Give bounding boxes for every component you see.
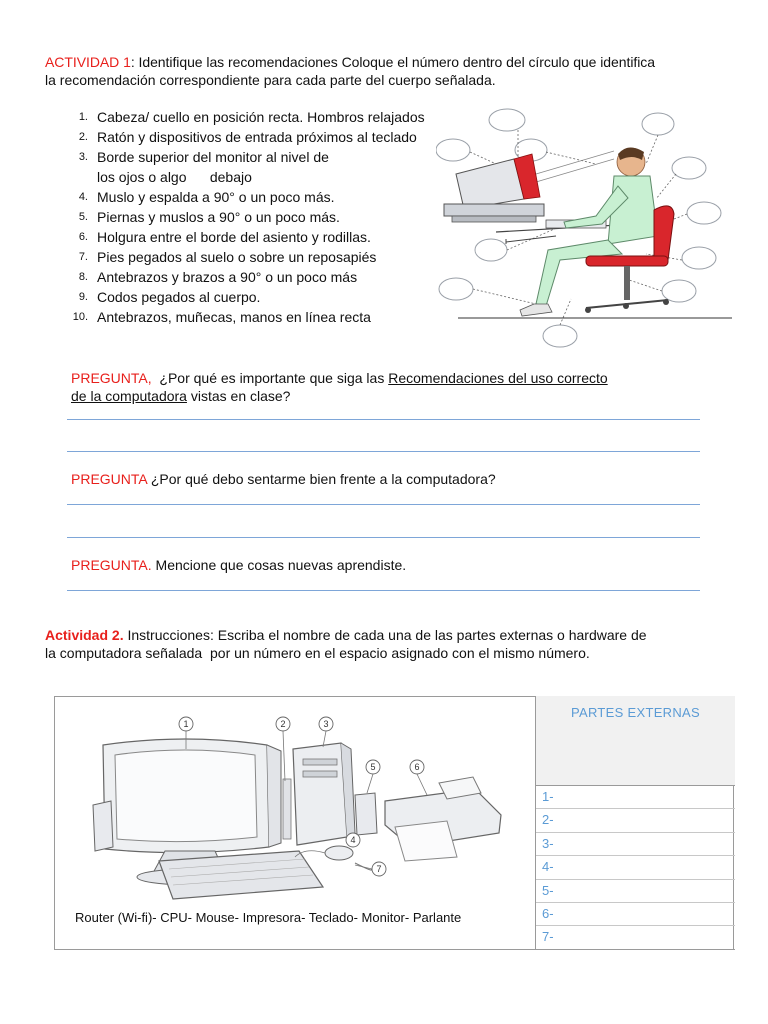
item-number: 2. (78, 131, 88, 143)
parts-table-row[interactable]: 4- (536, 856, 735, 879)
item-number: 1. (78, 111, 88, 123)
question3-label: PREGUNTA. (71, 557, 152, 573)
activity1-label: ACTIVIDAD 1 (45, 54, 131, 70)
question2-text: ¿Por qué debo sentarme bien frente a la computadora? (146, 471, 496, 487)
item-number: 9. (78, 291, 88, 303)
parts-table-row[interactable]: 5- (536, 880, 735, 903)
answer-circle[interactable] (662, 280, 696, 302)
item-text: Borde superior del monitor al nivel de (97, 149, 329, 165)
word-bank: Router (Wi-fi)- CPU- Mouse- Impresora- Teclado- Monitor- Parlante (75, 910, 462, 925)
question1-text: ¿Por qué es importante que siga las (151, 370, 389, 386)
callout-2: 2 (280, 719, 286, 729)
parts-table-row[interactable]: 2- (536, 809, 735, 832)
question1-text-end: vistas en clase? (186, 388, 291, 404)
item-text-continued: los ojos o algo debajo (97, 169, 252, 185)
recommendation-item (72, 307, 442, 327)
callout-1: 1 (183, 719, 189, 729)
item-number: 8. (78, 271, 88, 283)
question3-text: Mencione que cosas nuevas aprendiste. (151, 557, 407, 573)
recommendation-item (72, 207, 442, 227)
callout-3: 3 (323, 719, 329, 729)
callout-6: 6 (414, 762, 420, 772)
item-number: 5. (78, 211, 88, 223)
answer-circle[interactable] (687, 202, 721, 224)
item-number: 10. (72, 311, 88, 323)
hardware-exercise-box (54, 696, 734, 950)
parts-table (535, 696, 735, 950)
parts-table-row[interactable]: 1- (536, 786, 735, 809)
question2 (71, 470, 496, 488)
answer-circle[interactable] (475, 239, 507, 261)
item-text: Antebrazos y brazos a 90° o un poco más (97, 269, 358, 285)
question1-label: PREGUNTA, (71, 370, 152, 386)
recommendation-item (72, 247, 442, 267)
answer-line[interactable] (67, 451, 700, 452)
answer-line[interactable] (67, 590, 700, 591)
question1 (71, 369, 691, 405)
item-text: Ratón y dispositivos de entrada próximos al teclado (97, 129, 417, 145)
callout-7: 7 (376, 864, 382, 874)
ergonomic-posture-illustration (436, 104, 732, 354)
activity1-text-line2: la recomendación correspondiente para cada parte del cuerpo señalada. (45, 72, 496, 88)
parts-table-row[interactable]: 7- (536, 926, 735, 949)
item-text: Piernas y muslos a 90° o un poco más. (97, 209, 340, 225)
answer-circle[interactable] (436, 139, 470, 161)
item-number: 3. (78, 151, 88, 163)
answer-line[interactable] (67, 419, 700, 420)
activity2-text-line2: la computadora señalada por un número en el espacio asignado con el mismo número. (45, 645, 590, 661)
answer-circle[interactable] (642, 113, 674, 135)
item-text: Cabeza/ cuello en posición recta. Hombros relajados (97, 109, 425, 125)
recommendation-item (72, 187, 442, 207)
parts-table-header: PARTES EXTERNAS (536, 696, 735, 786)
recommendation-item (72, 147, 442, 187)
activity2-label: Actividad 2. (45, 627, 124, 643)
parts-table-row[interactable]: 3- (536, 833, 735, 856)
answer-line[interactable] (67, 537, 700, 538)
recommendation-item (72, 267, 442, 287)
callout-5: 5 (370, 762, 376, 772)
question1-underlined-text: Recomendaciones del uso correcto (388, 370, 608, 386)
item-number: 6. (78, 231, 88, 243)
item-number: 7. (78, 251, 88, 263)
activity1-instructions (45, 53, 725, 89)
answer-circle[interactable] (439, 278, 473, 300)
question3 (71, 556, 406, 574)
activity1-text-line1: : Identifique las recomendaciones Coloque el número dentro del círculo que identifica (130, 54, 655, 70)
answer-circle[interactable] (489, 109, 525, 131)
item-text: Codos pegados al cuerpo. (97, 289, 261, 305)
recommendation-item (72, 127, 442, 147)
item-text: Muslo y espalda a 90° o un poco más. (97, 189, 335, 205)
item-text: Holgura entre el borde del asiento y rodillas. (97, 229, 371, 245)
activity2-instructions (45, 626, 725, 662)
answer-circle[interactable] (682, 247, 716, 269)
item-text: Antebrazos, muñecas, manos en línea recta (97, 309, 371, 325)
parts-table-row[interactable]: 6- (536, 903, 735, 926)
recommendation-item (72, 227, 442, 247)
answer-circle[interactable] (672, 157, 706, 179)
activity2-text-line1: Instrucciones: Escriba el nombre de cada una de las partes externas o hardware de (123, 627, 647, 643)
recommendation-item (72, 287, 442, 307)
recommendations-list (72, 107, 442, 327)
item-text: Pies pegados al suelo o sobre un reposapiés (97, 249, 377, 265)
answer-circle[interactable] (543, 325, 577, 347)
item-number: 4. (78, 191, 88, 203)
callout-4: 4 (350, 835, 356, 845)
answer-line[interactable] (67, 504, 700, 505)
recommendation-item (72, 107, 442, 127)
question1-underlined-text-2: de la computadora (71, 388, 187, 404)
question2-label: PREGUNTA (71, 471, 147, 487)
